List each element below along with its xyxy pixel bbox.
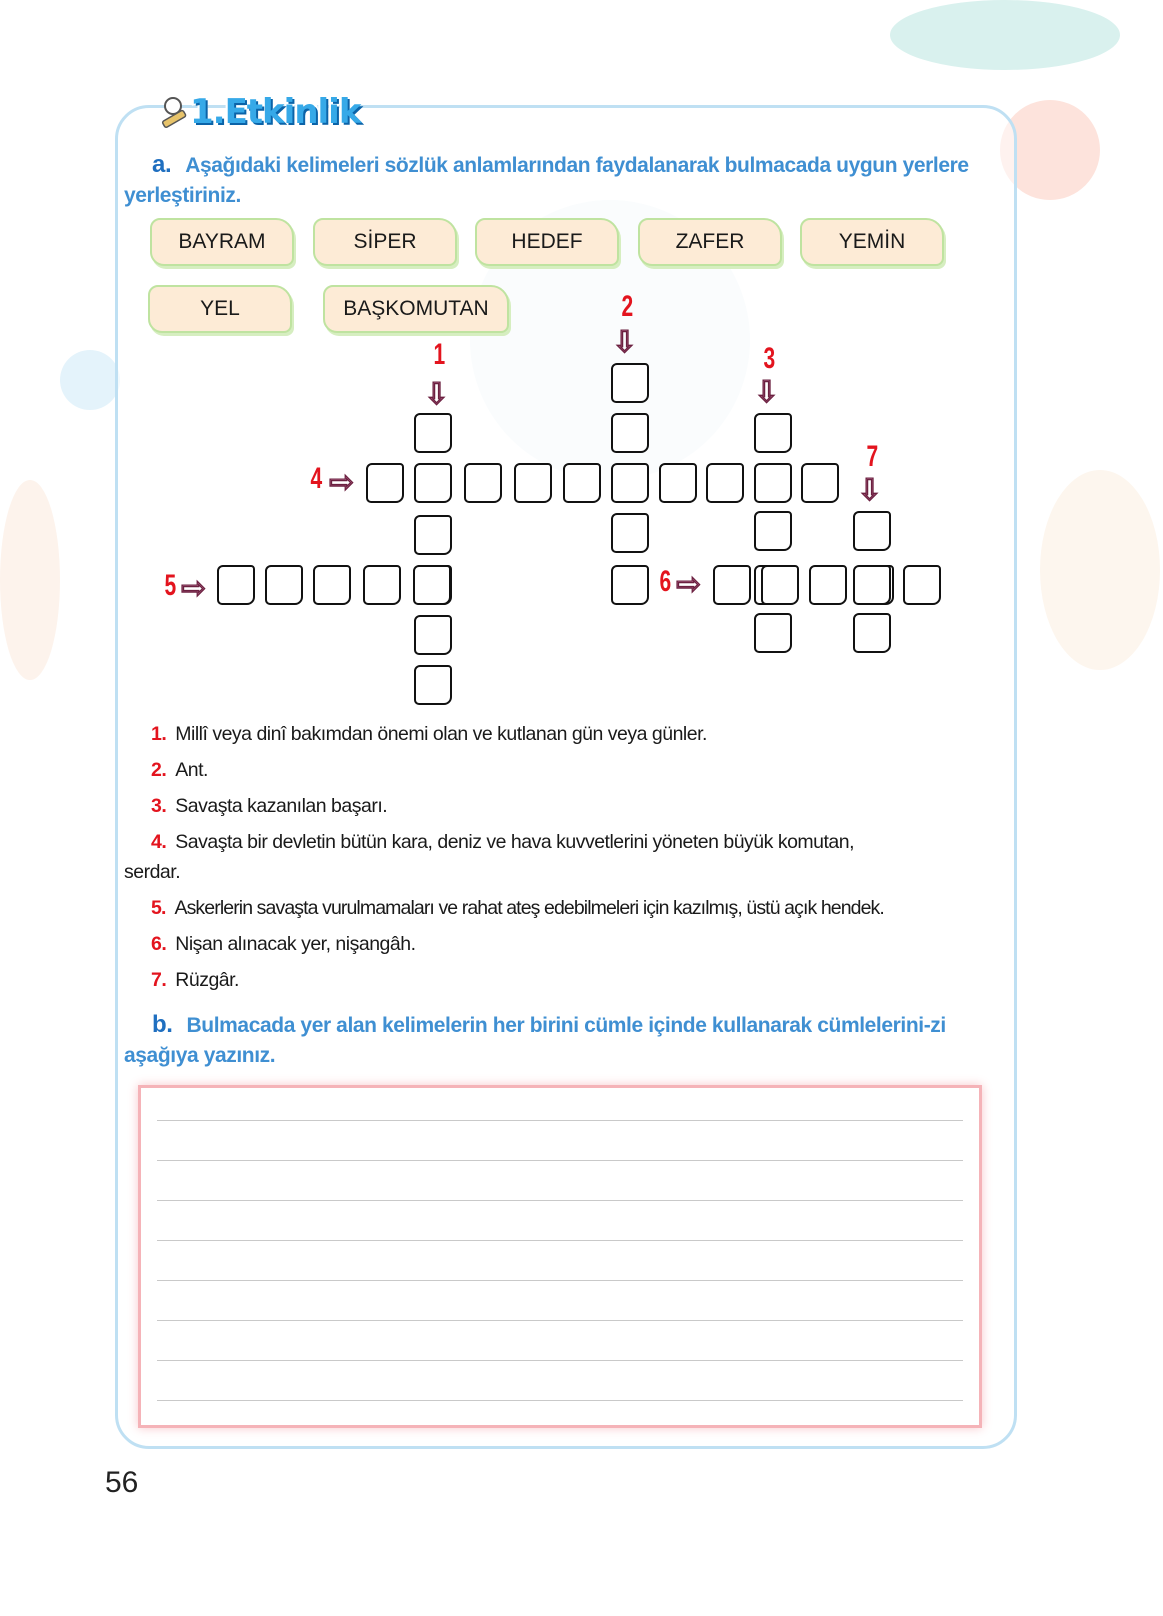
crossword-cell[interactable]	[414, 615, 452, 655]
clue-number-4: 4	[310, 462, 323, 495]
crossword-cell[interactable]	[754, 413, 792, 453]
activity-title: 1.Etkinlik	[158, 92, 360, 132]
background-circle	[0, 480, 60, 680]
crossword-cell[interactable]	[853, 565, 891, 605]
down-arrow-icon: ⇩	[857, 474, 883, 507]
clue-number: 5.	[151, 897, 166, 919]
clue-number-2: 2	[621, 290, 634, 323]
clue-text: Savaşta kazanılan başarı.	[175, 795, 388, 817]
word-chip-yel	[148, 285, 292, 333]
crossword-cell[interactable]	[313, 565, 351, 605]
word-chip-yemin	[800, 218, 944, 266]
crossword-cell[interactable]	[464, 463, 502, 503]
clue-text: Askerlerin savaşta vurulmamaları ve rahat ateş edebilmeleri için kazılmış, üstü açık hendek.	[174, 897, 884, 919]
down-arrow-icon: ⇩	[424, 378, 450, 411]
clue-3	[124, 791, 1009, 821]
crossword-cell[interactable]	[713, 565, 751, 605]
clue-number-1: 1	[433, 338, 446, 371]
clue-text: Ant.	[175, 759, 208, 781]
word-chip-label: YEL	[200, 297, 240, 320]
crossword-cell[interactable]	[809, 565, 847, 605]
clue-4-continuation	[124, 857, 1009, 887]
writing-line	[157, 1160, 963, 1161]
right-arrow-icon: ⇨	[676, 568, 702, 601]
crossword-cell[interactable]	[611, 363, 649, 403]
pencil-character-icon	[158, 96, 188, 132]
word-chip-siper	[313, 218, 457, 266]
clue-number: 7.	[151, 969, 167, 991]
crossword-cell[interactable]	[413, 565, 451, 605]
crossword-cell[interactable]	[611, 413, 649, 453]
writing-line	[157, 1240, 963, 1241]
writing-line	[157, 1400, 963, 1401]
word-chip-bayram	[150, 218, 294, 266]
crossword-cell[interactable]	[611, 513, 649, 553]
crossword-cell[interactable]	[659, 463, 697, 503]
part-b-instruction: b. Bulmacada yer alan kelimelerin her birini cümle içinde kullanarak cümlelerini-zi aşağıya yazınız.	[124, 1011, 946, 1067]
clue-number: 2.	[151, 759, 167, 781]
word-chip-label: ZAFER	[675, 230, 745, 253]
background-circle	[60, 350, 120, 410]
background-circle	[890, 0, 1120, 70]
crossword-cell[interactable]	[853, 511, 891, 551]
down-arrow-icon: ⇩	[754, 376, 780, 409]
crossword-cell[interactable]	[366, 463, 404, 503]
writing-line	[157, 1320, 963, 1321]
clue-number: 4.	[151, 831, 167, 853]
crossword-cell[interactable]	[611, 565, 649, 605]
clue-5	[124, 893, 1009, 923]
crossword-cell[interactable]	[414, 665, 452, 705]
clue-number-3: 3	[763, 342, 776, 375]
word-chip-zafer	[638, 218, 782, 266]
crossword-cell[interactable]	[761, 565, 799, 605]
crossword-cell[interactable]	[754, 613, 792, 653]
clue-number-5: 5	[164, 569, 177, 602]
clue-number-7: 7	[866, 440, 879, 473]
crossword-cell[interactable]	[754, 463, 792, 503]
clue-text: Millî veya dinî bakımdan önemi olan ve kutlanan gün veya günler.	[175, 723, 707, 745]
clue-1	[124, 719, 1009, 749]
crossword-cell[interactable]	[754, 511, 792, 551]
clue-text: Savaşta bir devletin bütün kara, deniz ve hava kuvvetlerini yöneten büyük komutan,	[175, 831, 855, 853]
crossword-cell[interactable]	[414, 413, 452, 453]
crossword-cell[interactable]	[801, 463, 839, 503]
clue-number: 3.	[151, 795, 167, 817]
clue-text: serdar.	[124, 861, 181, 883]
clue-text: Nişan alınacak yer, nişangâh.	[175, 933, 416, 955]
clue-number-6: 6	[659, 565, 672, 598]
page-number: 56	[105, 1466, 139, 1499]
crossword-cell[interactable]	[414, 463, 452, 503]
crossword-cell[interactable]	[611, 463, 649, 503]
word-chip-label: BAŞKOMUTAN	[343, 297, 489, 320]
down-arrow-icon: ⇩	[612, 326, 638, 359]
crossword-cell[interactable]	[853, 613, 891, 653]
clue-number: 6.	[151, 933, 167, 955]
writing-line	[157, 1360, 963, 1361]
right-arrow-icon: ⇨	[181, 572, 207, 605]
clue-4	[124, 827, 1009, 857]
crossword-cell[interactable]	[563, 463, 601, 503]
word-chip-label: SİPER	[353, 230, 417, 253]
word-chip-baskomutan	[323, 285, 509, 333]
crossword-cell[interactable]	[363, 565, 401, 605]
clue-2	[124, 755, 1009, 785]
crossword-cell[interactable]	[265, 565, 303, 605]
word-chip-label: YEMİN	[838, 230, 906, 253]
clue-7	[124, 965, 1009, 995]
clue-number: 1.	[151, 723, 167, 745]
word-chip-label: BAYRAM	[178, 230, 266, 253]
right-arrow-icon: ⇨	[329, 466, 355, 499]
writing-line	[157, 1280, 963, 1281]
part-a-instruction: a. Aşağıdaki kelimeleri sözlük anlamlarından faydalanarak bulmacada uygun yerlere yerleştiriniz.	[124, 151, 969, 207]
crossword-cell[interactable]	[706, 463, 744, 503]
writing-line	[157, 1200, 963, 1201]
clue-6	[124, 929, 1009, 959]
crossword-cell[interactable]	[217, 565, 255, 605]
clue-text: Rüzgâr.	[175, 969, 239, 991]
word-chip-label: HEDEF	[511, 230, 583, 253]
writing-area[interactable]	[138, 1085, 982, 1428]
crossword-cell[interactable]	[514, 463, 552, 503]
crossword-cell[interactable]	[903, 565, 941, 605]
background-circle	[1040, 470, 1160, 670]
crossword-cell[interactable]	[414, 515, 452, 555]
writing-line	[157, 1120, 963, 1121]
word-chip-hedef	[475, 218, 619, 266]
